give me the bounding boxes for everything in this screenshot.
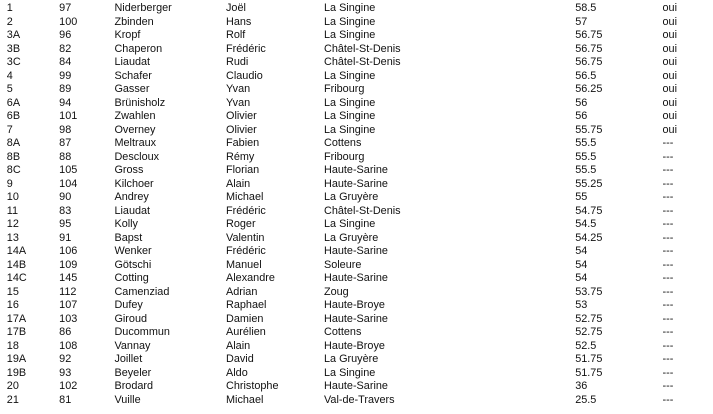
start-number-cell: 145 [59,272,78,284]
rank-cell: 19B [6,366,27,379]
qualified-cell: oui [662,69,677,82]
start-number-cell: 83 [59,204,72,217]
rank-cell: 3C [6,56,21,68]
club-cell: La Singine [323,366,376,379]
club-cell: Châtel-St-Denis [323,204,401,217]
first-name-cell: Olivier [226,123,257,136]
first-name-cell: Claudio [226,69,263,82]
qualified-cell: --- [662,299,674,311]
first-name-cell: Florian [226,164,260,176]
first-name-cell: Rémy [226,150,255,163]
club-cell: Fribourg [323,83,365,95]
table-row [0,232,692,246]
table-row [0,178,692,192]
rank-cell: 12 [6,218,19,230]
start-number-cell: 97 [59,2,72,14]
table-row [0,110,692,124]
score-cell: 54 [575,272,588,284]
table-row [0,16,692,30]
table-row [0,259,692,273]
first-name-cell: Alexandre [226,272,275,284]
score-cell: 55.5 [575,150,597,163]
club-cell: Haute-Sarine [323,245,388,257]
score-cell: 55.5 [575,164,597,176]
qualified-cell: --- [662,285,674,298]
start-number-cell: 112 [59,285,77,298]
club-cell: Zoug [323,285,349,298]
club-cell: Fribourg [323,150,365,163]
score-cell: 58.5 [575,2,597,14]
first-name-cell: Valentin [226,231,265,244]
table-row [0,70,692,84]
last-name-cell: Andrey [114,191,149,203]
last-name-cell: Liaudat [114,204,151,217]
last-name-cell: Schafer [114,69,152,82]
last-name-cell: Descloux [114,150,160,163]
first-name-cell: Alain [226,339,251,352]
qualified-cell: --- [662,177,674,190]
last-name-cell: Niderberger [114,2,172,14]
table-row [0,340,692,354]
first-name-cell: Roger [226,218,256,230]
table-row [0,380,692,394]
last-name-cell: Bapst [114,231,143,244]
last-name-cell: Giroud [114,312,148,325]
first-name-cell: Michael [226,393,264,406]
table-row [0,205,692,219]
start-number-cell: 81 [59,393,72,406]
rank-cell: 6B [6,110,21,122]
first-name-cell: Aldo [226,366,248,379]
qualified-cell: --- [662,231,674,244]
club-cell: Cottens [323,326,362,338]
last-name-cell: Zbinden [114,15,154,28]
qualified-cell: oui [662,123,677,136]
rank-cell: 19A [6,353,27,365]
first-name-cell: Alain [226,177,251,190]
rank-cell: 7 [6,123,13,136]
first-name-cell: Michael [226,191,264,203]
score-cell: 55 [575,191,588,203]
rank-cell: 16 [6,299,19,311]
qualified-cell: --- [662,353,674,365]
club-cell: Haute-Broye [323,339,385,352]
last-name-cell: Cotting [114,272,149,284]
rank-cell: 2 [6,15,13,28]
qualified-cell: --- [662,326,674,338]
club-cell: Soleure [323,258,362,271]
start-number-cell: 108 [59,339,78,352]
table-row [0,299,692,313]
club-cell: Châtel-St-Denis [323,42,401,55]
first-name-cell: Joël [226,2,246,14]
score-cell: 54.25 [575,231,603,244]
qualified-cell: --- [662,204,674,217]
start-number-cell: 87 [59,137,72,149]
start-number-cell: 105 [59,164,78,176]
first-name-cell: Frédéric [226,42,266,55]
score-cell: 54 [575,245,588,257]
score-cell: 55.75 [575,123,603,136]
table-row [0,97,692,111]
start-number-cell: 101 [59,110,78,122]
table-row [0,326,692,340]
last-name-cell: Kilchoer [114,177,154,190]
qualified-cell: oui [662,96,677,109]
score-cell: 56.75 [575,56,603,68]
club-cell: La Gruyère [323,353,379,365]
first-name-cell: Rolf [226,29,246,41]
qualified-cell: oui [662,56,677,68]
last-name-cell: Brünisholz [114,96,166,109]
rank-cell: 8C [6,164,21,176]
rank-cell: 14C [6,272,27,284]
score-cell: 56 [575,110,588,122]
start-number-cell: 92 [59,353,72,365]
last-name-cell: Brodard [114,380,154,392]
start-number-cell: 94 [59,96,72,109]
start-number-cell: 106 [59,245,78,257]
club-cell: La Singine [323,2,376,14]
start-number-cell: 96 [59,29,72,41]
club-cell: Haute-Sarine [323,312,388,325]
table-row [0,56,692,70]
club-cell: La Singine [323,218,376,230]
score-cell: 53.75 [575,285,603,298]
score-cell: 56.75 [575,42,603,55]
rank-cell: 4 [6,69,13,82]
qualified-cell: --- [662,312,674,325]
qualified-cell: oui [662,15,677,28]
table-row [0,353,692,367]
start-number-cell: 100 [59,15,78,28]
score-cell: 53 [575,299,588,311]
qualified-cell: --- [662,339,674,352]
qualified-cell: --- [662,150,674,163]
last-name-cell: Dufey [114,299,143,311]
last-name-cell: Ducommun [114,326,170,338]
last-name-cell: Joillet [114,353,143,365]
score-cell: 52.5 [575,339,597,352]
last-name-cell: Zwahlen [114,110,156,122]
club-cell: La Gruyère [323,231,379,244]
start-number-cell: 98 [59,123,72,136]
start-number-cell: 91 [59,231,72,244]
score-cell: 52.75 [575,326,603,338]
start-number-cell: 84 [59,56,72,68]
first-name-cell: David [226,353,254,365]
table-row [0,83,692,97]
rank-cell: 1 [6,2,13,14]
table-row [0,313,692,327]
start-number-cell: 82 [59,42,72,55]
rank-cell: 14B [6,258,27,271]
club-cell: Val-de-Travers [323,393,395,406]
rank-cell: 18 [6,339,19,352]
start-number-cell: 90 [59,191,72,203]
rank-cell: 3B [6,42,21,55]
rank-cell: 11 [6,204,19,217]
club-cell: Haute-Sarine [323,272,388,284]
score-cell: 56.25 [575,83,603,95]
table-row [0,164,692,178]
table-row [0,191,692,205]
start-number-cell: 93 [59,366,72,379]
rank-cell: 21 [6,393,19,406]
last-name-cell: Chaperon [114,42,163,55]
rank-cell: 17B [6,326,27,338]
club-cell: La Singine [323,29,376,41]
rank-cell: 20 [6,380,19,392]
club-cell: Haute-Sarine [323,164,388,176]
qualified-cell: oui [662,42,677,55]
table-row [0,245,692,259]
qualified-cell: oui [662,29,677,41]
rank-cell: 17A [6,312,27,325]
club-cell: La Singine [323,69,376,82]
last-name-cell: Beyeler [114,366,152,379]
qualified-cell: --- [662,191,674,203]
club-cell: La Singine [323,110,376,122]
score-cell: 25.5 [575,393,597,406]
table-row [0,137,692,151]
rank-cell: 13 [6,231,19,244]
start-number-cell: 99 [59,69,72,82]
start-number-cell: 103 [59,312,78,325]
qualified-cell: oui [662,83,677,95]
first-name-cell: Aurélien [226,326,266,338]
start-number-cell: 107 [59,299,78,311]
club-cell: Haute-Sarine [323,177,388,190]
last-name-cell: Wenker [114,245,152,257]
club-cell: Haute-Sarine [323,380,388,392]
qualified-cell: oui [662,110,677,122]
start-number-cell: 95 [59,218,72,230]
score-cell: 56 [575,96,588,109]
table-row [0,124,692,138]
score-cell: 55.25 [575,177,603,190]
start-number-cell: 86 [59,326,72,338]
score-cell: 54.5 [575,218,597,230]
rank-cell: 10 [6,191,19,203]
start-number-cell: 89 [59,83,72,95]
score-cell: 56.75 [575,29,603,41]
first-name-cell: Frédéric [226,204,266,217]
first-name-cell: Manuel [226,258,262,271]
score-cell: 55.5 [575,137,597,149]
rank-cell: 3A [6,29,21,41]
first-name-cell: Olivier [226,110,257,122]
qualified-cell: --- [662,137,674,149]
last-name-cell: Camenziad [114,285,170,298]
first-name-cell: Rudi [226,56,249,68]
qualified-cell: oui [662,2,677,14]
club-cell: La Gruyère [323,191,379,203]
club-cell: La Singine [323,96,376,109]
first-name-cell: Fabien [226,137,260,149]
results-table [0,2,713,407]
qualified-cell: --- [662,366,674,379]
last-name-cell: Kropf [114,29,141,41]
score-cell: 51.75 [575,366,603,379]
table-row [0,367,692,381]
first-name-cell: Christophe [226,380,279,392]
table-row [0,29,692,43]
first-name-cell: Yvan [226,96,251,109]
last-name-cell: Kolly [114,218,138,230]
rank-cell: 8A [6,137,21,149]
score-cell: 54 [575,258,588,271]
last-name-cell: Meltraux [114,137,157,149]
score-cell: 36 [575,380,588,392]
qualified-cell: --- [662,164,674,176]
start-number-cell: 102 [59,380,78,392]
last-name-cell: Gasser [114,83,150,95]
qualified-cell: --- [662,218,674,230]
first-name-cell: Yvan [226,83,251,95]
table-row [0,2,692,16]
qualified-cell: --- [662,380,674,392]
first-name-cell: Hans [226,15,252,28]
first-name-cell: Adrian [226,285,258,298]
last-name-cell: Liaudat [114,56,151,68]
last-name-cell: Gross [114,164,144,176]
first-name-cell: Raphael [226,299,267,311]
rank-cell: 8B [6,150,21,163]
qualified-cell: --- [662,393,674,406]
qualified-cell: --- [662,245,674,257]
rank-cell: 6A [6,96,21,109]
score-cell: 56.5 [575,69,597,82]
start-number-cell: 88 [59,150,72,163]
club-cell: La Singine [323,15,376,28]
table-row [0,272,692,286]
qualified-cell: --- [662,272,674,284]
table-row [0,394,692,408]
qualified-cell: --- [662,258,674,271]
last-name-cell: Vuille [114,393,141,406]
first-name-cell: Damien [226,312,264,325]
last-name-cell: Vannay [114,339,151,352]
score-cell: 51.75 [575,353,603,365]
rank-cell: 9 [6,177,13,190]
score-cell: 52.75 [575,312,603,325]
start-number-cell: 109 [59,258,78,271]
table-row [0,286,692,300]
club-cell: Haute-Broye [323,299,385,311]
score-cell: 54.75 [575,204,603,217]
table-row [0,151,692,165]
club-cell: Châtel-St-Denis [323,56,401,68]
last-name-cell: Overney [114,123,156,136]
club-cell: Cottens [323,137,362,149]
first-name-cell: Frédéric [226,245,266,257]
rank-cell: 14A [6,245,27,257]
score-cell: 57 [575,15,588,28]
start-number-cell: 104 [59,177,78,190]
table-row [0,218,692,232]
last-name-cell: Götschi [114,258,152,271]
rank-cell: 5 [6,83,13,95]
club-cell: La Singine [323,123,376,136]
table-row [0,43,692,57]
rank-cell: 15 [6,285,19,298]
